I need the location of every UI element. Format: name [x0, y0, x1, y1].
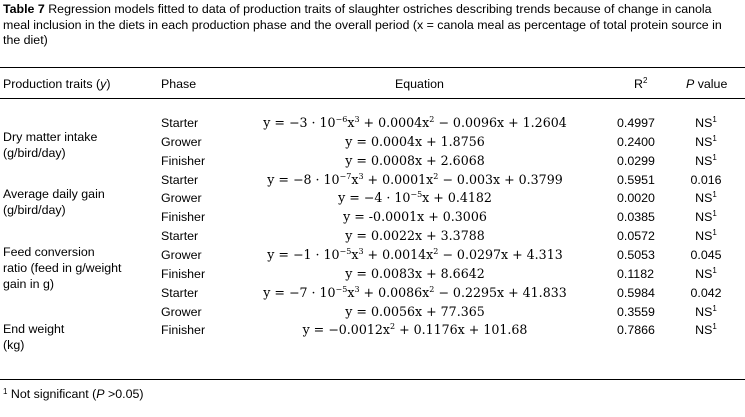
- p-value-text: NS: [695, 305, 713, 319]
- r2-cell: 0.5053: [617, 248, 655, 262]
- trait-label: [3, 321, 64, 353]
- header-p-rest: value: [694, 77, 728, 91]
- phase-cell: Grower: [161, 248, 202, 262]
- header-rule: [0, 98, 745, 99]
- equation-term: x: [347, 285, 355, 300]
- equation-cell: [238, 190, 592, 205]
- equation-exponent: 2: [433, 247, 439, 256]
- trait-label-line: Dry matter intake: [3, 130, 98, 144]
- bottom-rule: [0, 379, 745, 380]
- equation-exponent: 3: [358, 172, 364, 181]
- p-value-footnote-mark: 1: [712, 322, 717, 331]
- p-value-text: NS: [695, 229, 713, 243]
- phase-cell: Starter: [161, 229, 199, 243]
- trait-label-line: gain in g): [3, 277, 54, 291]
- equation-cell: [238, 285, 592, 300]
- equation-term: x: [351, 247, 359, 262]
- equation-term: y = 0.0004x + 1.8756: [345, 134, 485, 149]
- equation-term: − 0.0297x + 4.313: [438, 247, 563, 262]
- p-value-footnote-mark: 1: [712, 190, 717, 199]
- equation-cell: [238, 304, 592, 319]
- p-value-text: NS: [695, 135, 713, 149]
- equation-term: y = 0.0008x + 2.6068: [345, 153, 485, 168]
- p-value-cell: [681, 248, 731, 263]
- header-p-italic: P: [686, 77, 695, 91]
- phase-cell: Starter: [161, 286, 199, 300]
- equation-term: x: [351, 172, 359, 187]
- header-r2: $R^2$: [634, 76, 648, 91]
- p-value-footnote-mark: 1: [712, 115, 717, 124]
- equation-exponent: −5: [339, 247, 352, 256]
- p-value-text: NS: [695, 267, 713, 281]
- r2-cell: 0.0299: [617, 154, 655, 168]
- p-value-text: 0.016: [690, 173, 722, 187]
- r2-cell: 0.5984: [617, 286, 655, 300]
- equation-exponent: −6: [335, 115, 348, 124]
- equation-cell: [238, 322, 592, 337]
- equation-exponent: 3: [354, 115, 360, 124]
- p-value-footnote-mark: 1: [712, 304, 717, 313]
- trait-label: [3, 186, 105, 218]
- r2-cell: 0.7866: [617, 323, 655, 337]
- p-value-cell: [681, 323, 731, 338]
- top-rule: [0, 67, 745, 68]
- equation-exponent: −5: [410, 190, 423, 199]
- equation-term: + 0.0004x: [359, 115, 430, 130]
- r2-cell: 0.3559: [617, 305, 655, 319]
- equation-cell: [238, 209, 592, 224]
- trait-label-line: ratio (feed in g/weight: [3, 261, 122, 275]
- equation-exponent: 2: [429, 115, 435, 124]
- r2-cell: 0.1182: [617, 267, 654, 281]
- equation-exponent: 2: [389, 322, 396, 331]
- r2-cell: 0.0020: [617, 191, 655, 205]
- equation-exponent: 3: [354, 285, 360, 294]
- trait-label-line: (g/bird/day): [3, 203, 66, 217]
- r2-cell: 0.4997: [617, 116, 655, 130]
- equation-term: − 0.0096x + 1.2604: [434, 115, 567, 130]
- phase-cell: Finisher: [161, 267, 206, 281]
- p-value-footnote-mark: 1: [712, 153, 717, 162]
- p-value-text: NS: [695, 191, 713, 205]
- r2-cell: 0.2400: [617, 135, 655, 149]
- p-value-cell: [681, 229, 731, 244]
- equation-term: y = −4 · 10: [338, 190, 411, 205]
- p-value-footnote-mark: 1: [712, 228, 717, 237]
- p-value-cell: [681, 173, 731, 188]
- equation-term: x: [347, 115, 355, 130]
- phase-cell: Starter: [161, 116, 199, 130]
- trait-label-line: End weight: [3, 322, 65, 336]
- phase-cell: Starter: [161, 173, 199, 187]
- trait-label-line: Feed conversion: [3, 245, 95, 259]
- p-value-text: NS: [695, 210, 713, 224]
- equation-cell: [238, 247, 592, 262]
- p-value-text: 0.042: [690, 286, 722, 300]
- equation-term: − 0.2295x + 41.833: [434, 285, 567, 300]
- equation-exponent: 2: [429, 285, 435, 294]
- phase-cell: Grower: [161, 135, 202, 149]
- phase-cell: Finisher: [161, 154, 206, 168]
- equation-exponent: −7: [339, 172, 352, 181]
- p-value-text: NS: [695, 154, 713, 168]
- p-value-cell: [681, 154, 731, 169]
- equation-term: y = −3 · 10: [263, 115, 336, 130]
- header-phase: Phase: [161, 77, 197, 91]
- equation-exponent: −5: [335, 285, 348, 294]
- p-value-cell: [681, 286, 731, 301]
- p-value-cell: [681, 267, 731, 282]
- trait-label: [3, 129, 97, 161]
- equation-term: y = −7 · 10: [263, 285, 336, 300]
- equation-term: x + 0.4182: [422, 190, 492, 205]
- p-value-footnote-mark: 1: [712, 134, 717, 143]
- equation-term: + 0.1176x + 101.68: [395, 322, 528, 337]
- p-value-cell: [681, 191, 731, 206]
- p-value-text: NS: [695, 116, 713, 130]
- table-caption: [3, 2, 741, 49]
- equation-term: y = −0.0012x: [302, 322, 390, 337]
- p-value-text: 0.045: [690, 248, 722, 262]
- equation-exponent: 3: [358, 247, 364, 256]
- equation-cell: [238, 172, 592, 187]
- equation-exponent: 2: [433, 172, 439, 181]
- footnote: $^1$ Not significant (P >0.05): [3, 387, 144, 401]
- p-value-footnote-mark: 1: [712, 266, 717, 275]
- header-equation: Equation: [395, 77, 444, 91]
- trait-label-line: Average daily gain: [3, 187, 105, 201]
- table-caption-text: Regression models fitted to data of production traits of slaughter ostriches describing trends because of change in canola meal inclusion in the diets in each production phase and the overall period (x = canola meal as percentage of total protein source in the diet): [3, 2, 722, 47]
- trait-label-line: (g/bird/day): [3, 146, 66, 160]
- p-value-cell: [681, 135, 731, 150]
- equation-term: y = −8 · 10: [267, 172, 340, 187]
- trait-label-line: (kg): [3, 338, 25, 352]
- p-value-cell: [681, 305, 731, 320]
- phase-cell: Grower: [161, 191, 202, 205]
- p-value-cell: [681, 210, 731, 225]
- equation-term: + 0.0001x: [363, 172, 434, 187]
- equation-term: y = 0.0022x + 3.3788: [345, 228, 485, 243]
- equation-cell: [238, 134, 592, 149]
- p-value-footnote-mark: 1: [712, 209, 717, 218]
- equation-term: y = −1 · 10: [267, 247, 340, 262]
- equation-cell: [238, 228, 592, 243]
- table-label: Table 7: [3, 2, 45, 16]
- p-value-text: NS: [695, 323, 713, 337]
- r2-cell: 0.0572: [617, 229, 655, 243]
- equation-cell: [238, 115, 592, 130]
- r2-cell: 0.0385: [617, 210, 655, 224]
- r2-cell: 0.5951: [617, 173, 655, 187]
- equation-term: y = -0.0001x + 0.3006: [343, 209, 487, 224]
- phase-cell: Grower: [161, 305, 202, 319]
- trait-label: [3, 244, 121, 292]
- header-production-traits: Production traits (y): [3, 77, 111, 91]
- phase-cell: Finisher: [161, 210, 206, 224]
- equation-cell: [238, 153, 592, 168]
- equation-term: + 0.0086x: [359, 285, 430, 300]
- equation-term: y = 0.0056x + 77.365: [345, 304, 485, 319]
- equation-term: + 0.0014x: [363, 247, 434, 262]
- p-value-cell: [681, 116, 731, 131]
- equation-cell: [238, 266, 592, 281]
- equation-term: − 0.003x + 0.3799: [438, 172, 563, 187]
- equation-term: y = 0.0083x + 8.6642: [345, 266, 485, 281]
- phase-cell: Finisher: [161, 323, 206, 337]
- header-p-value: [686, 77, 727, 92]
